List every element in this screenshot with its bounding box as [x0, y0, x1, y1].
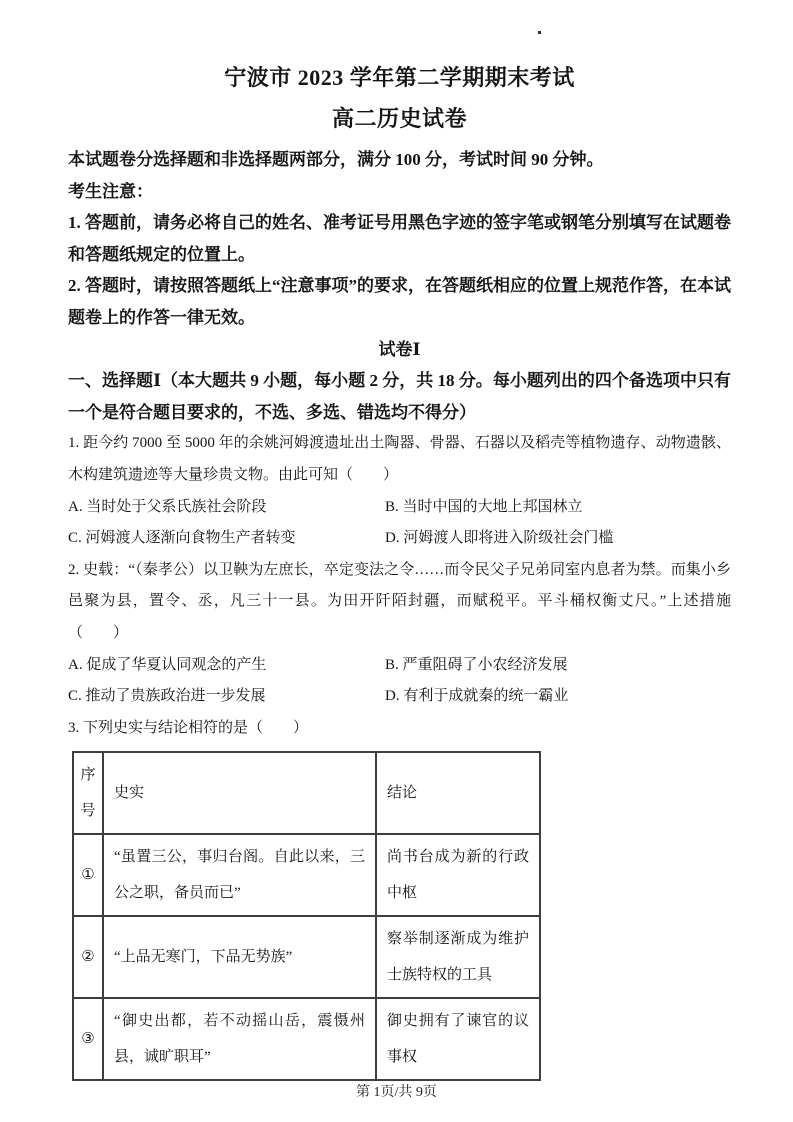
table-row-2-conclusion: 察举制逐渐成为维护士族特权的工具	[376, 916, 540, 998]
ink-speck-dot	[538, 31, 541, 34]
table-row-2-index: ②	[73, 916, 103, 998]
notice-heading: 考生注意：	[68, 181, 153, 201]
page-title: 宁波市 2023 学年第二学期期末考试	[224, 65, 575, 90]
table-header-row	[73, 752, 540, 834]
question-1	[68, 428, 731, 554]
question-1-option-b: B. 当时中国的大地上邦国林立	[385, 498, 583, 515]
page-footer: 第 1页/共 9页	[356, 1085, 437, 1100]
question-2-option-d: D. 有利于成就秦的统一霸业	[385, 688, 569, 705]
question-3	[68, 713, 731, 745]
notice-item-1: 1. 答题前，请务必将自己的姓名、准考证号用黑色字迹的签字笔或钢笔分别填写在试题卷和答题纸规定的位置上。	[68, 213, 731, 264]
question-2	[68, 555, 731, 713]
table-header-index: 序号	[73, 752, 103, 834]
question-2-options-row-2	[68, 681, 731, 713]
question-3-stem: 3. 下列史实与结论相符的是（ ）	[68, 719, 309, 736]
table-row-3-conclusion: 御史拥有了谏官的议事权	[376, 998, 540, 1080]
question-1-option-d: D. 河姆渡人即将进入阶级社会门槛	[385, 530, 614, 547]
question-2-option-a: A. 促成了华夏认同观念的产生	[68, 656, 267, 673]
notice-item-2: 2. 答题时，请按照答题纸上“注意事项”的要求，在答题纸相应的位置上规范作答，在本试题卷上的作答一律无效。	[68, 276, 731, 327]
question-1-stem: 1. 距今约 7000 至 5000 年的余姚河姆渡遗址出土陶器、骨器、石器以及稻壳等植物遗存、动物遗骸、木构建筑遗迹等大量珍贵文物。由此可知（ ）	[68, 435, 731, 483]
question-1-options-row-2	[68, 523, 731, 555]
section-heading: 一、选择题Ⅰ（本大题共 9 小题，每小题 2 分，共 18 分。每小题列出的四个备选项中只有一个是符合题目要求的，不选、多选、错选均不得分）	[68, 371, 731, 422]
question-1-option-a: A. 当时处于父系氏族社会阶段	[68, 498, 267, 515]
table-row-1-fact: “虽置三公，事归台阁。自此以来，三公之职，备员而已”	[103, 834, 376, 916]
question-2-stem: 2. 史载：“（秦孝公）以卫鞅为左庶长，卒定变法之令……而令民父子兄弟同室内息者为禁。而集小乡邑聚为县，置令、丞，凡三十一县。为田开阡陌封疆，而赋税平。平斗桶权衡丈尺。”上述措施（ ）	[68, 561, 731, 641]
table-header-conclusion: 结论	[376, 752, 540, 834]
table-row-3-fact: “御史出都，若不动摇山岳，震慑州县，诚旷职耳”	[103, 998, 376, 1080]
question-1-option-c: C. 河姆渡人逐渐向食物生产者转变	[68, 530, 296, 547]
table-row-2-fact: “上品无寒门，下品无势族”	[103, 916, 376, 998]
exam-intro-text: 本试题卷分选择题和非选择题两部分，满分 100 分，考试时间 90 分钟。	[68, 150, 604, 169]
table-header-fact: 史实	[103, 752, 376, 834]
question-2-option-c: C. 推动了贵族政治进一步发展	[68, 688, 266, 705]
page-subtitle: 高二历史试卷	[331, 106, 467, 131]
question-2-option-b: B. 严重阻碍了小农经济发展	[385, 656, 568, 673]
table-row-3-index: ③	[73, 998, 103, 1080]
table-row-1	[73, 834, 540, 916]
facts-conclusions-table	[72, 751, 541, 1081]
question-1-options-row-1	[68, 492, 731, 524]
table-row-2	[73, 916, 540, 998]
table-row-1-index: ①	[73, 834, 103, 916]
question-2-options-row-1	[68, 650, 731, 682]
table-row-3	[73, 998, 540, 1080]
table-row-1-conclusion: 尚书台成为新的行政中枢	[376, 834, 540, 916]
paper-section-label: 试卷Ⅰ	[378, 339, 421, 359]
